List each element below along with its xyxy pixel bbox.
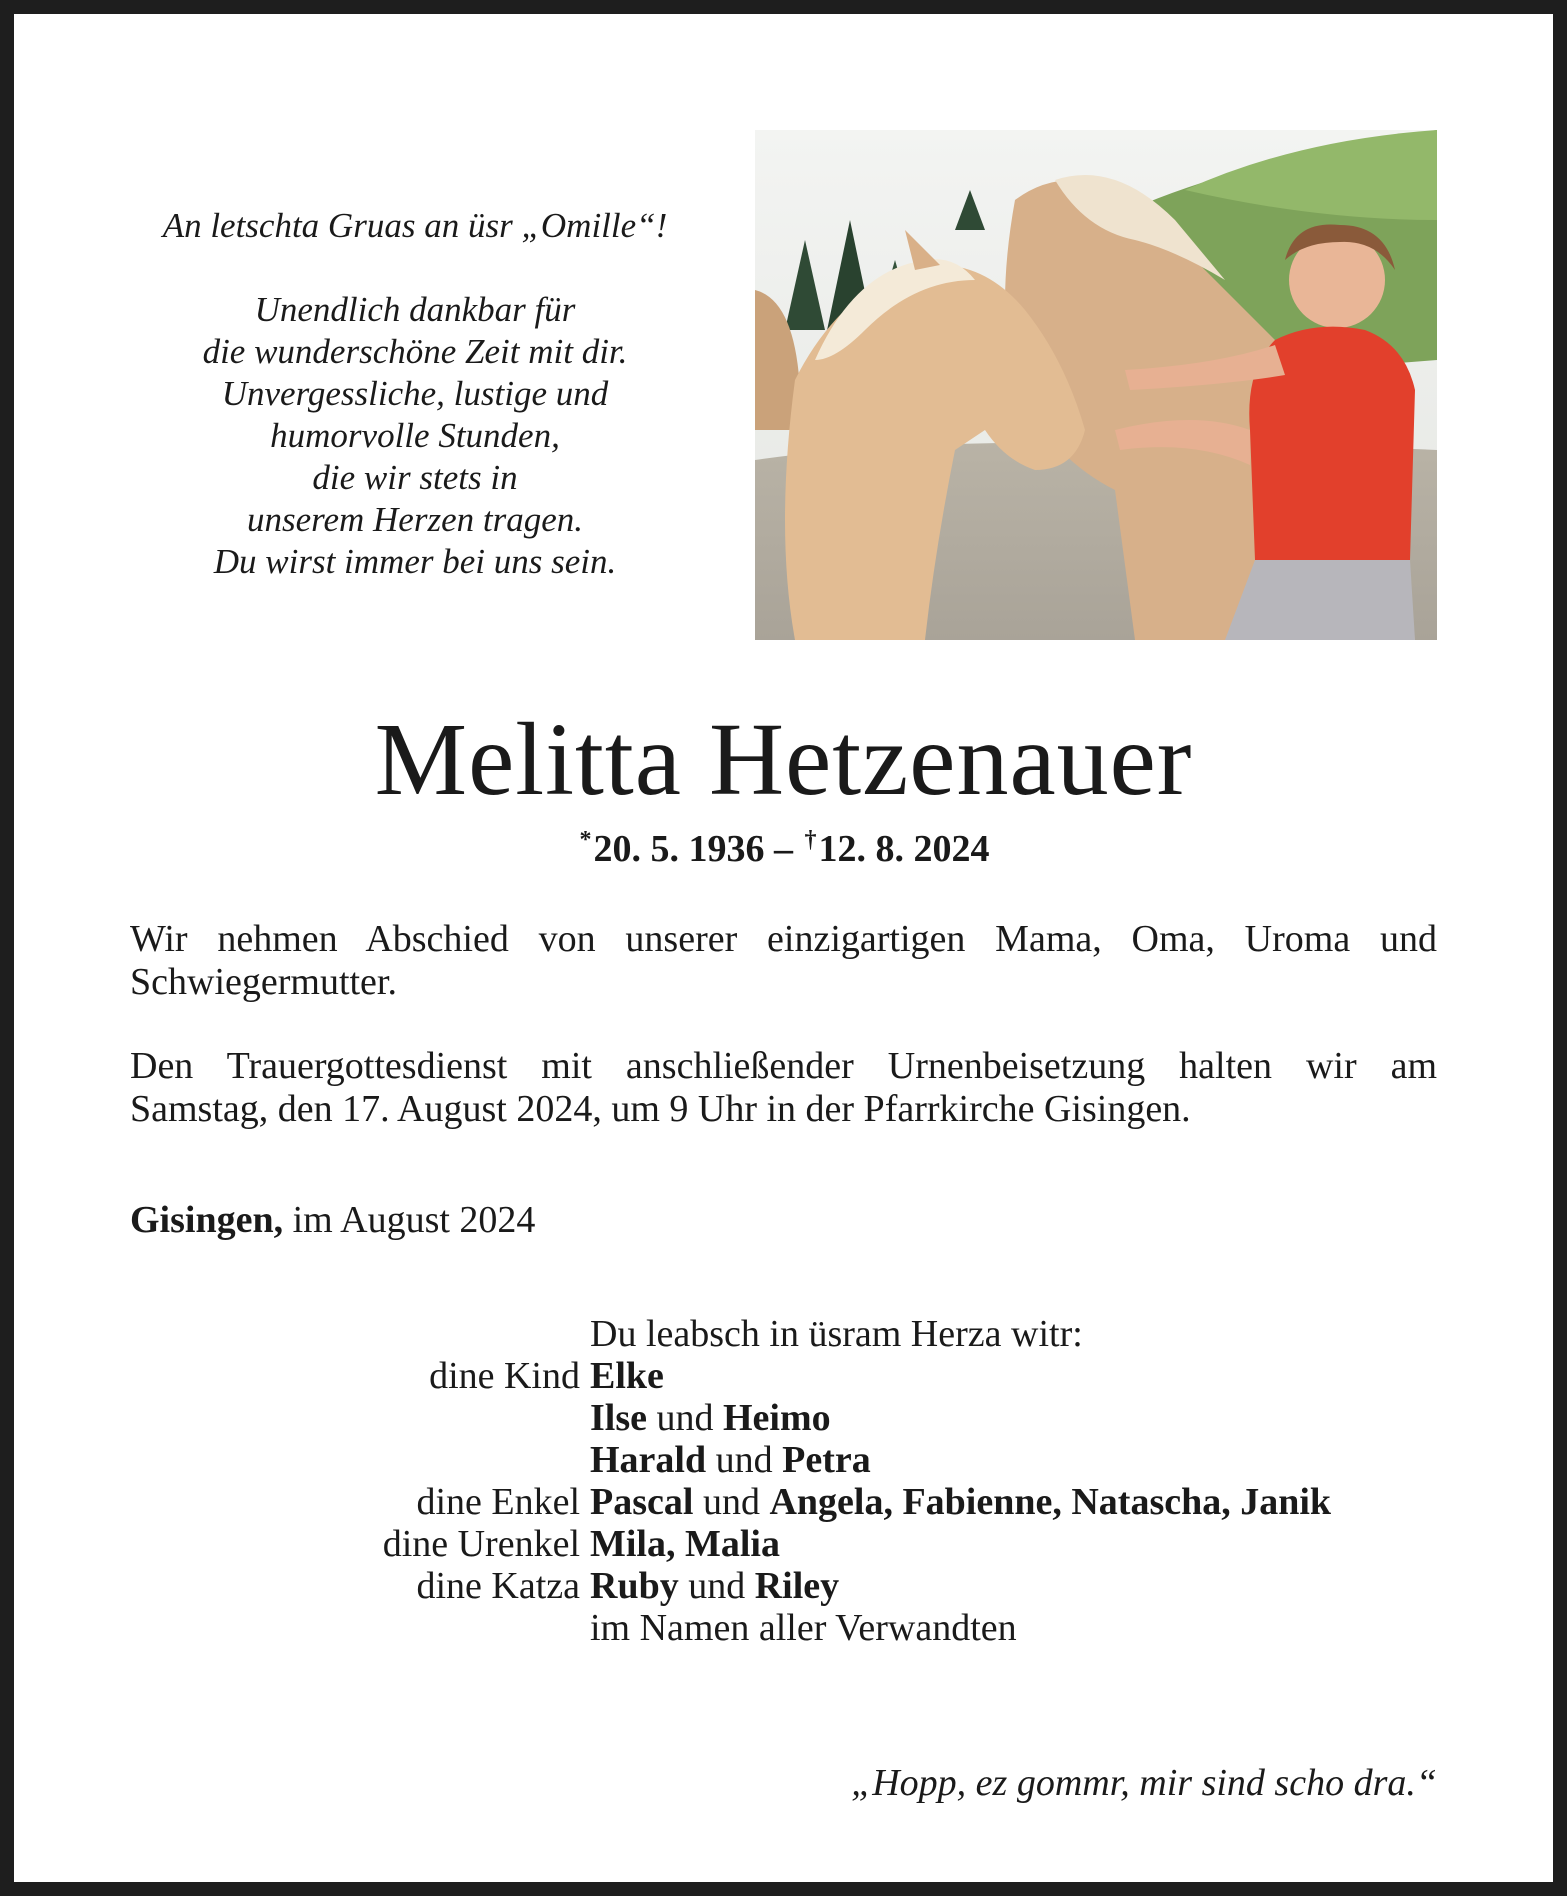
mourner-relation: dine Enkel — [416, 1481, 580, 1523]
service-paragraph — [130, 1045, 1437, 1131]
death-symbol: † — [804, 827, 817, 853]
mourner-connector: und — [647, 1397, 723, 1439]
verse-line: Unendlich dankbar für — [254, 290, 576, 329]
farewell-line: Schwiegermutter. — [130, 961, 397, 1003]
mourner-row — [300, 1565, 1331, 1607]
mourner-relation: dine Kind — [429, 1355, 580, 1397]
verse-line: Du wirst immer bei uns sein. — [213, 542, 617, 581]
portrait-photo — [755, 130, 1437, 640]
death-date: 12. 8. 2024 — [818, 828, 990, 870]
service-line: Samstag, den 17. August 2024, um 9 Uhr in der Pfarrkirche Gisingen. — [130, 1088, 1191, 1130]
mourner-name: Ilse — [590, 1397, 647, 1439]
mourner-name: Heimo — [723, 1397, 831, 1439]
birth-symbol: * — [579, 827, 592, 853]
service-line: Den Trauergottesdienst mit anschließender Urnenbeisetzung halten wir am — [130, 1045, 1437, 1087]
verse-greeting: An letschta Gruas an üsr „Omille“! — [162, 206, 668, 245]
place-and-date — [130, 1197, 535, 1243]
mourner-row — [300, 1481, 1331, 1523]
mourner-names — [590, 1607, 1017, 1649]
place-town: Gisingen, — [130, 1199, 284, 1241]
mourner-name: Petra — [782, 1439, 871, 1481]
verse-line: die wir stets in — [312, 458, 518, 497]
mourner-relation: dine Katza — [416, 1565, 580, 1607]
mourner-names — [590, 1355, 664, 1397]
mourner-name: Mila, Malia — [590, 1523, 780, 1565]
mourner-name: Pascal — [590, 1481, 694, 1523]
mourner-row — [300, 1523, 1331, 1565]
verse-line: die wunderschöne Zeit mit dir. — [202, 332, 628, 371]
mourners-list — [300, 1313, 1331, 1649]
mourner-names — [590, 1439, 871, 1481]
mourner-relation — [300, 1439, 590, 1481]
farewell-line: Wir nehmen Abschied von unserer einzigartigen Mama, Oma, Uroma und — [130, 918, 1437, 960]
mourner-name: Elke — [590, 1355, 664, 1397]
mourner-name: Ruby — [590, 1565, 679, 1607]
place-date: im August 2024 — [292, 1199, 536, 1241]
mourner-relation — [300, 1397, 590, 1439]
mourner-relation — [300, 1607, 590, 1649]
mourner-row — [300, 1439, 1331, 1481]
mourner-names — [590, 1397, 831, 1439]
mourners-intro-row — [300, 1313, 1331, 1355]
mourner-row — [300, 1607, 1331, 1649]
verse-line: humorvolle Stunden, — [270, 416, 560, 455]
mourner-connector: und — [706, 1439, 783, 1481]
mourner-connector: im Namen aller Verwandten — [590, 1607, 1017, 1649]
memorial-verse — [118, 205, 712, 583]
closing-quote: „Hopp, ez gommr, mir sind scho dra.“ — [851, 1762, 1437, 1804]
deceased-name: Melitta Hetzenauer — [374, 702, 1193, 817]
verse-line: unserem Herzen tragen. — [246, 500, 583, 539]
mourner-connector: und — [678, 1565, 755, 1607]
farewell-paragraph — [130, 918, 1437, 1004]
verse-line: Unvergessliche, lustige und — [221, 374, 609, 413]
mourner-row — [300, 1397, 1331, 1439]
mourner-connector: und — [693, 1481, 770, 1523]
date-separator: – — [774, 828, 793, 870]
birth-date: 20. 5. 1936 — [593, 828, 765, 870]
mourner-name: Riley — [754, 1565, 840, 1607]
mourner-row — [300, 1355, 1331, 1397]
mourner-names — [590, 1523, 780, 1565]
mourner-names — [590, 1565, 839, 1607]
life-dates — [0, 816, 1567, 873]
mourner-name: Angela, Fabienne, Natascha, Janik — [769, 1481, 1332, 1523]
mourner-names — [590, 1481, 1331, 1523]
portrait-photo-icon — [755, 130, 1437, 640]
mourner-relation: dine Urenkel — [382, 1523, 580, 1565]
mourner-name: Harald — [590, 1439, 707, 1481]
mourners-intro: Du leabsch in üsram Herza witr: — [590, 1313, 1083, 1355]
